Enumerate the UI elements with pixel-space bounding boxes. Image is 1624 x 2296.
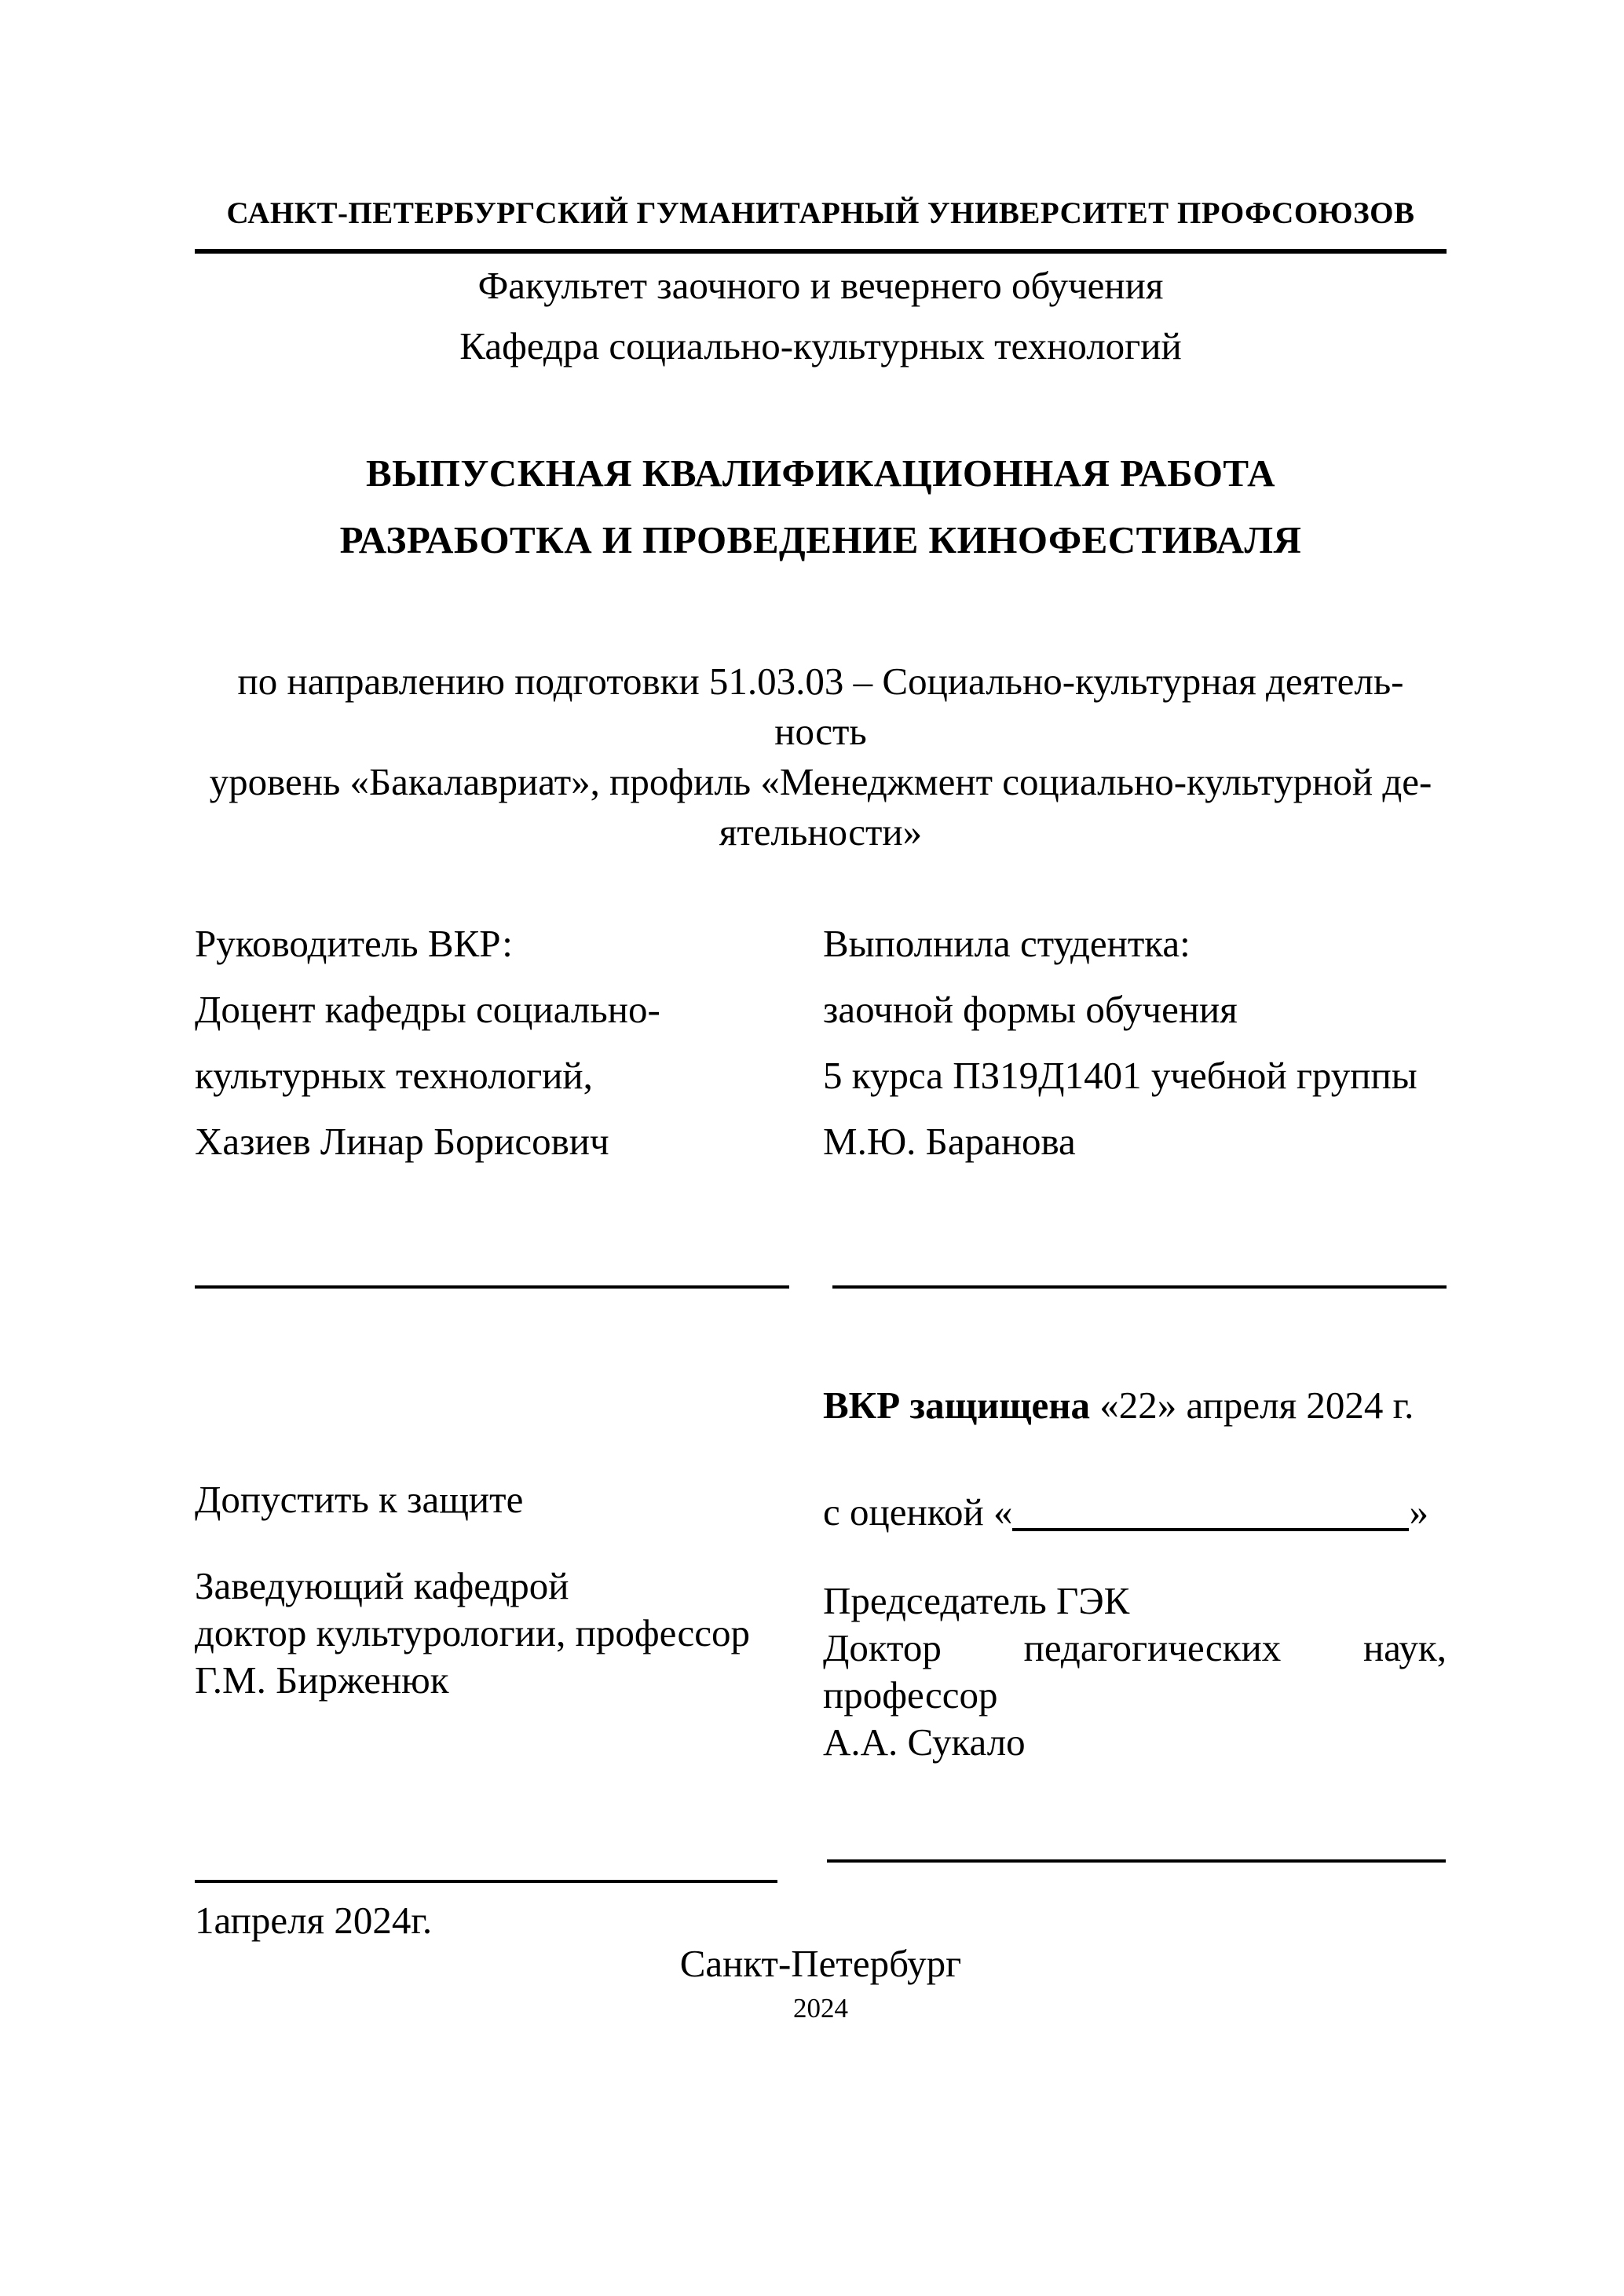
student-name: М.Ю. Баранова: [823, 1120, 1076, 1163]
supervisor-line: Доцент кафедры социально-: [195, 988, 660, 1031]
approval-date: 1апреля 2024г.: [195, 1899, 433, 1942]
head-degree: доктор культурологии, профессор: [195, 1611, 751, 1654]
gek-degree-word: педагогических: [1023, 1626, 1282, 1669]
supervisor-label: Руководитель ВКР:: [195, 922, 513, 965]
gek-degree-word: наук,: [1362, 1626, 1447, 1669]
student-block: [823, 911, 1451, 1175]
head-position: Заведующий кафедрой: [195, 1564, 569, 1607]
direction-line: по направлению подготовки 51.03.03 – Социально-культурная деятель-: [237, 660, 1404, 703]
direction-line: ность: [774, 710, 867, 753]
student-label: Выполнила студентка:: [823, 922, 1191, 965]
grade-blank-line: [1012, 1522, 1409, 1531]
gek-signature-line: [827, 1859, 1446, 1863]
supervisor-line: культурных технологий,: [195, 1054, 593, 1097]
grade-prefix: с оценкой «: [823, 1490, 1013, 1534]
student-signature-line: [832, 1285, 1447, 1289]
gek-rank: профессор: [823, 1673, 998, 1717]
student-line: 5 курса ПЗ19Д1401 учебной группы: [823, 1054, 1417, 1097]
gek-degree-line: [823, 1625, 1447, 1672]
direction-line: ятельности»: [719, 810, 923, 854]
head-name: Г.М. Бирженюк: [195, 1658, 449, 1702]
gek-chair-block: [823, 1578, 1447, 1766]
gek-chair-label: Председатель ГЭК: [823, 1579, 1130, 1622]
admit-to-defense-line: Допустить к защите: [195, 1478, 524, 1521]
student-line: заочной формы обучения: [823, 988, 1238, 1031]
grade-line: [823, 1490, 1428, 1534]
direction-line: уровень «Бакалавриат», профиль «Менеджмент социально-культурной де-: [209, 760, 1432, 803]
city-line: Санкт-Петербург: [679, 1942, 962, 1985]
supervisor-signature-line: [195, 1285, 789, 1289]
defense-date-label: ВКР защищена: [823, 1384, 1091, 1427]
gek-name: А.А. Сукало: [823, 1720, 1026, 1764]
faculty-line: Факультет заочного и вечернего обучения: [477, 264, 1164, 307]
year-line: 2024: [793, 1993, 848, 2024]
supervisor-name: Хазиев Линар Борисович: [195, 1120, 609, 1163]
department-line: Кафедра социально-культурных технологий: [459, 324, 1182, 367]
defense-date-value: «22» апреля 2024 г.: [1090, 1384, 1414, 1427]
supervisor-block: [195, 911, 819, 1175]
work-type-title: ВЫПУСКНАЯ КВАЛИФИКАЦИОННАЯ РАБОТА: [365, 452, 1276, 495]
header-rule: [195, 249, 1447, 254]
direction-block: [195, 656, 1447, 857]
grade-suffix: »: [1409, 1490, 1428, 1534]
university-name: САНКТ-ПЕТЕРБУРГСКИЙ ГУМАНИТАРНЫЙ УНИВЕРСИТЕТ ПРОФСОЮЗОВ: [226, 196, 1415, 230]
head-signature-line: [195, 1880, 777, 1883]
gek-degree-word: Доктор: [823, 1626, 942, 1669]
defense-date-line: [823, 1384, 1414, 1427]
head-of-department-block: [195, 1563, 819, 1704]
work-title: РАЗРАБОТКА И ПРОВЕДЕНИЕ КИНОФЕСТИВАЛЯ: [339, 518, 1302, 561]
